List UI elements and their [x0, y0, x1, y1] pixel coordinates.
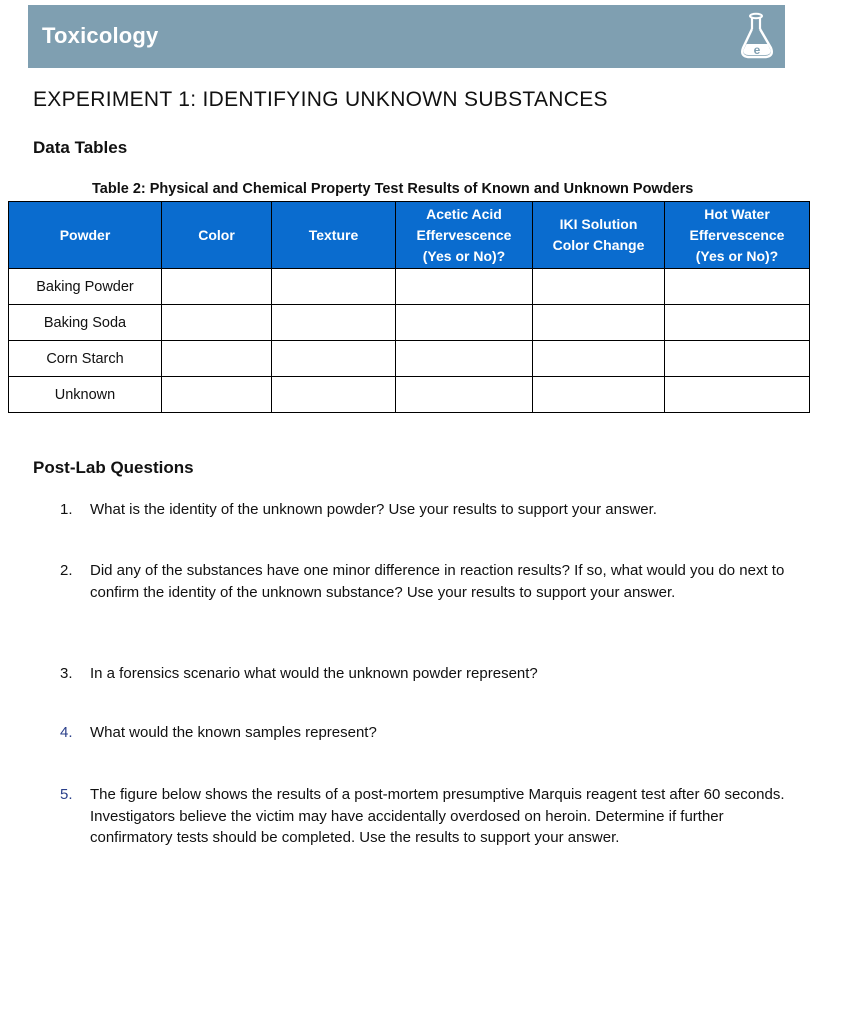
- hot-water-cell[interactable]: [665, 305, 810, 341]
- question-item: [60, 722, 795, 744]
- powder-cell: Baking Powder: [9, 269, 162, 305]
- question-text: The figure below shows the results of a post-mortem presumptive Marquis reagent test after 60 seconds. Investigators believe the victim may have accidentally overdosed on heroin. Determine if further confirmatory tests should be completed. Use the results to support your answer.: [90, 786, 785, 846]
- texture-cell[interactable]: [272, 377, 396, 413]
- col-header-label: (Yes or No)?: [695, 247, 779, 264]
- header-banner: [28, 5, 785, 68]
- powder-cell: Baking Soda: [9, 305, 162, 341]
- question-item: [60, 663, 795, 685]
- table-row: [9, 341, 810, 377]
- question-text: What is the identity of the unknown powder? Use your results to support your answer.: [90, 501, 657, 518]
- acetic-acid-cell[interactable]: [396, 305, 533, 341]
- col-header-acetic-acid: [396, 202, 533, 269]
- svg-text:e: e: [753, 43, 761, 57]
- col-header-label: Hot Water: [704, 205, 770, 222]
- iki-cell[interactable]: [533, 341, 665, 377]
- col-header-powder: [9, 202, 162, 269]
- iki-cell[interactable]: [533, 269, 665, 305]
- table-row: [9, 269, 810, 305]
- iki-cell[interactable]: [533, 305, 665, 341]
- hot-water-cell[interactable]: [665, 269, 810, 305]
- question-item: [60, 784, 795, 849]
- question-number: 1.: [60, 501, 73, 518]
- col-header-label: Powder: [59, 226, 111, 243]
- col-header-label: (Yes or No)?: [422, 247, 506, 264]
- col-header-label: Acetic Acid: [426, 205, 502, 222]
- hot-water-cell[interactable]: [665, 341, 810, 377]
- question-item: [60, 499, 795, 521]
- question-number: 3.: [60, 665, 73, 682]
- question-text: Did any of the substances have one minor difference in reaction results? If so, what would you do next to confirm the identity of the unknown substance? Use your results to support your answer.: [90, 562, 785, 601]
- texture-cell[interactable]: [272, 305, 396, 341]
- table-caption: Table 2: Physical and Chemical Property Test Results of Known and Unknown Powders: [92, 181, 694, 197]
- col-header-label: Effervescence: [416, 226, 512, 243]
- hot-water-cell[interactable]: [665, 377, 810, 413]
- table-row: [9, 305, 810, 341]
- col-header-color: [162, 202, 272, 269]
- table-row: [9, 377, 810, 413]
- color-cell[interactable]: [162, 341, 272, 377]
- data-tables-heading: Data Tables: [33, 138, 128, 157]
- col-header-hot-water: [665, 202, 810, 269]
- post-lab-heading: Post-Lab Questions: [33, 458, 194, 477]
- header-title: Toxicology: [42, 23, 159, 48]
- col-header-texture: [272, 202, 396, 269]
- col-header-label: Effervescence: [689, 226, 785, 243]
- texture-cell[interactable]: [272, 341, 396, 377]
- experiment-title: EXPERIMENT 1: IDENTIFYING UNKNOWN SUBSTANCES: [33, 88, 608, 111]
- powder-cell: Corn Starch: [9, 341, 162, 377]
- question-text: In a forensics scenario what would the unknown powder represent?: [90, 665, 538, 682]
- color-cell[interactable]: [162, 377, 272, 413]
- col-header-label: IKI Solution: [559, 216, 638, 232]
- iki-cell[interactable]: [533, 377, 665, 413]
- col-header-label: Color Change: [552, 237, 645, 253]
- table-header-row: [9, 202, 810, 269]
- flask-icon: [739, 12, 777, 62]
- texture-cell[interactable]: [272, 269, 396, 305]
- powder-cell: Unknown: [9, 377, 162, 413]
- col-header-label: Texture: [308, 226, 359, 243]
- color-cell[interactable]: [162, 269, 272, 305]
- question-number: 4.: [60, 724, 73, 741]
- acetic-acid-cell[interactable]: [396, 377, 533, 413]
- question-number: 5.: [60, 786, 73, 803]
- acetic-acid-cell[interactable]: [396, 341, 533, 377]
- results-table: [8, 201, 810, 413]
- col-header-iki: [533, 202, 665, 269]
- acetic-acid-cell[interactable]: [396, 269, 533, 305]
- question-text: What would the known samples represent?: [90, 724, 377, 741]
- question-number: 2.: [60, 562, 73, 579]
- col-header-label: Color: [198, 226, 235, 243]
- color-cell[interactable]: [162, 305, 272, 341]
- question-item: [60, 560, 795, 603]
